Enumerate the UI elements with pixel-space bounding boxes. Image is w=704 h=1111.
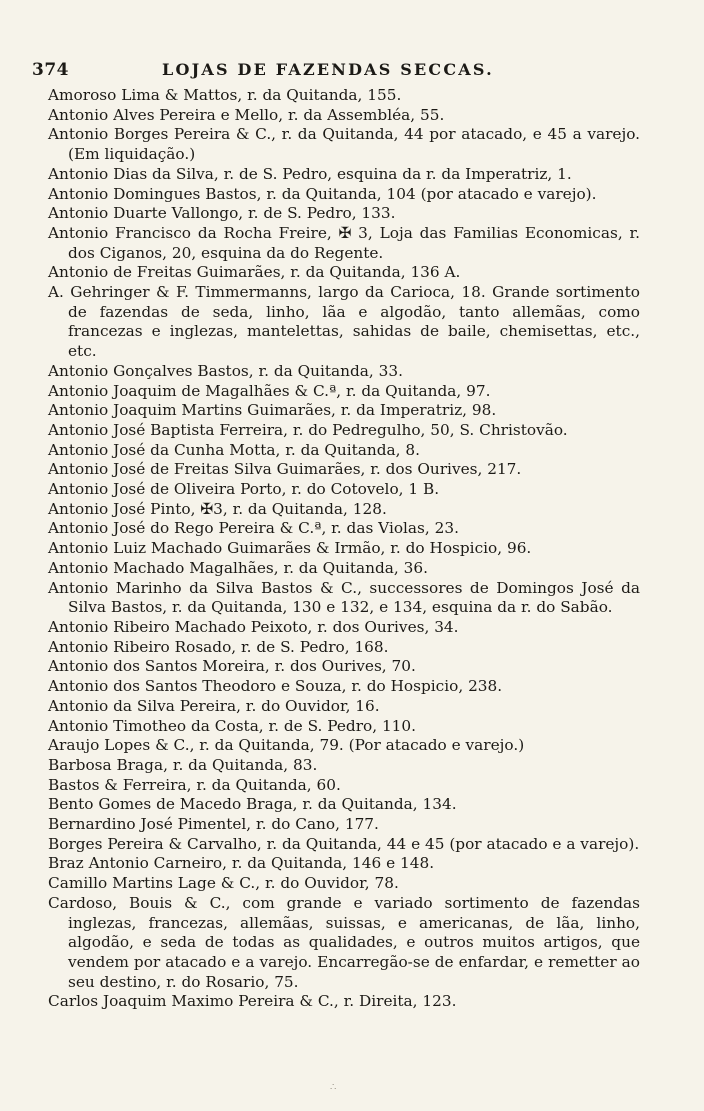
directory-entry bbox=[48, 717, 640, 737]
directory-entry bbox=[48, 421, 640, 441]
directory-entry bbox=[48, 362, 640, 382]
page-number: 374 bbox=[32, 60, 69, 80]
entry-text: Antonio Dias da Silva, r. de S. Pedro, esquina da r. da Imperatriz, 1. bbox=[48, 164, 572, 183]
entry-text: Antonio Timotheo da Costa, r. de S. Pedro, 110. bbox=[48, 716, 417, 735]
entry-text: Antonio Alves Pereira e Mello, r. da Assembléa, 55. bbox=[48, 105, 445, 124]
directory-entry bbox=[48, 756, 640, 776]
entry-text: Antonio Borges Pereira & C., r. da Quitanda, 44 por atacado, e 45 a varejo. (Em liquidação.) bbox=[48, 125, 640, 164]
entry-text: Antonio dos Santos Theodoro e Souza, r. do Hospicio, 238. bbox=[48, 677, 503, 696]
directory-entry bbox=[48, 204, 640, 224]
directory-entry bbox=[48, 519, 640, 539]
entry-text: Amoroso Lima & Mattos, r. da Quitanda, 155. bbox=[48, 86, 402, 104]
entry-text: Cardoso, Bouis & C., com grande e variado sortimento de fazendas inglezas, francezas, allemãas, suissas, e americanas, de lãa, linho, algodão, e seda de todas as qualidades, e outros muitos artigos, que vendem por atacado e a varejo. Encarregão-se de enfardar, e remetter ao seu destino, r. do Rosario, 75. bbox=[48, 893, 640, 991]
entry-text: Antonio Ribeiro Machado Peixoto, r. dos Ourives, 34. bbox=[48, 617, 459, 636]
entry-text: Antonio José da Cunha Motta, r. da Quitanda, 8. bbox=[48, 440, 420, 459]
entry-text: Antonio José de Oliveira Porto, r. do Cotovelo, 1 B. bbox=[48, 480, 440, 499]
entry-text: Antonio Marinho da Silva Bastos & C., successores de Domingos José da Silva Bastos, r. da Quitanda, 130 e 132, e 134, esquina da r. do Sabão. bbox=[48, 578, 640, 617]
entry-text: A. Gehringer & F. Timmermanns, largo da Carioca, 18. Grande sortimento de fazendas de seda, linho, lãa e algodão, tanto allemãas, como francezas e inglezas, mantelettas, sahidas de baile, chemisettas, etc., etc. bbox=[48, 283, 640, 361]
directory-entry bbox=[48, 657, 640, 677]
entry-text: Antonio Joaquim Martins Guimarães, r. da Imperatriz, 98. bbox=[48, 401, 497, 420]
directory-entry bbox=[48, 263, 640, 283]
directory-entry bbox=[48, 86, 640, 106]
directory-entry bbox=[48, 283, 640, 362]
directory-entry bbox=[48, 185, 640, 205]
entry-text: Antonio José Baptista Ferreira, r. do Pedregulho, 50, S. Christovão. bbox=[48, 420, 568, 439]
directory-entry bbox=[48, 106, 640, 126]
entry-text: Antonio Joaquim de Magalhães & C.ª, r. da Quitanda, 97. bbox=[48, 381, 491, 400]
directory-entry bbox=[48, 559, 640, 579]
entry-text: Antonio Francisco da Rocha Freire, ✠ 3, Loja das Familias Economicas, r. dos Ciganos, 20, esquina da do Regente. bbox=[48, 223, 640, 262]
directory-entry bbox=[48, 224, 640, 263]
entry-text: Borges Pereira & Carvalho, r. da Quitanda, 44 e 45 (por atacado e a varejo). bbox=[48, 834, 640, 853]
page-header bbox=[32, 60, 672, 86]
entry-text: Antonio Domingues Bastos, r. da Quitanda, 104 (por atacado e varejo). bbox=[48, 184, 597, 203]
directory-entry bbox=[48, 874, 640, 894]
printer-mark: ∴ bbox=[330, 1082, 339, 1093]
directory-entry bbox=[48, 795, 640, 815]
entry-text: Antonio da Silva Pereira, r. do Ouvidor, 16. bbox=[48, 696, 380, 715]
entry-text: Antonio dos Santos Moreira, r. dos Ourives, 70. bbox=[48, 657, 416, 676]
entry-text: Bastos & Ferreira, r. da Quitanda, 60. bbox=[48, 775, 341, 794]
entry-text: Carlos Joaquim Maximo Pereira & C., r. Direita, 123. bbox=[48, 992, 457, 1011]
entry-text: Antonio José Pinto, ✠3, r. da Quitanda, 128. bbox=[48, 499, 387, 518]
directory-entry bbox=[48, 480, 640, 500]
directory-entry bbox=[48, 815, 640, 835]
directory-entry bbox=[48, 401, 640, 421]
entry-text: Antonio José do Rego Pereira & C.ª, r. das Violas, 23. bbox=[48, 519, 459, 538]
entry-text: Antonio Ribeiro Rosado, r. de S. Pedro, 168. bbox=[48, 637, 389, 656]
directory-entry bbox=[48, 441, 640, 461]
directory-entry bbox=[48, 579, 640, 618]
directory-entry bbox=[48, 697, 640, 717]
directory-entry bbox=[48, 165, 640, 185]
directory-entry bbox=[48, 992, 640, 1012]
entry-text: Braz Antonio Carneiro, r. da Quitanda, 146 e 148. bbox=[48, 854, 435, 873]
entry-text: Araujo Lopes & C., r. da Quitanda, 79. (Por atacado e varejo.) bbox=[48, 736, 525, 755]
running-head: LOJAS DE FAZENDAS SECCAS. bbox=[162, 60, 494, 79]
directory-entry bbox=[48, 736, 640, 756]
shop-listing bbox=[48, 86, 640, 1012]
entry-text: Antonio Machado Magalhães, r. da Quitanda, 36. bbox=[48, 558, 428, 577]
entry-text: Bento Gomes de Macedo Braga, r. da Quitanda, 134. bbox=[48, 795, 457, 814]
directory-entry bbox=[48, 835, 640, 855]
directory-entry bbox=[48, 539, 640, 559]
entry-text: Antonio Luiz Machado Guimarães & Irmão, r. do Hospicio, 96. bbox=[48, 539, 532, 558]
directory-entry bbox=[48, 500, 640, 520]
directory-entry bbox=[48, 894, 640, 993]
directory-entry bbox=[48, 125, 640, 164]
entry-text: Bernardino José Pimentel, r. do Cano, 177. bbox=[48, 815, 379, 834]
directory-entry bbox=[48, 382, 640, 402]
entry-text: Antonio de Freitas Guimarães, r. da Quitanda, 136 A. bbox=[48, 263, 461, 282]
directory-entry bbox=[48, 460, 640, 480]
entry-text: Antonio José de Freitas Silva Guimarães, r. dos Ourives, 217. bbox=[48, 460, 522, 479]
directory-entry bbox=[48, 776, 640, 796]
directory-entry bbox=[48, 854, 640, 874]
directory-entry bbox=[48, 638, 640, 658]
directory-entry bbox=[48, 618, 640, 638]
entry-text: Antonio Gonçalves Bastos, r. da Quitanda, 33. bbox=[48, 361, 403, 380]
entry-text: Antonio Duarte Vallongo, r. de S. Pedro, 133. bbox=[48, 204, 396, 223]
entry-text: Barbosa Braga, r. da Quitanda, 83. bbox=[48, 755, 318, 774]
directory-entry bbox=[48, 677, 640, 697]
entry-text: Camillo Martins Lage & C., r. do Ouvidor, 78. bbox=[48, 874, 399, 893]
